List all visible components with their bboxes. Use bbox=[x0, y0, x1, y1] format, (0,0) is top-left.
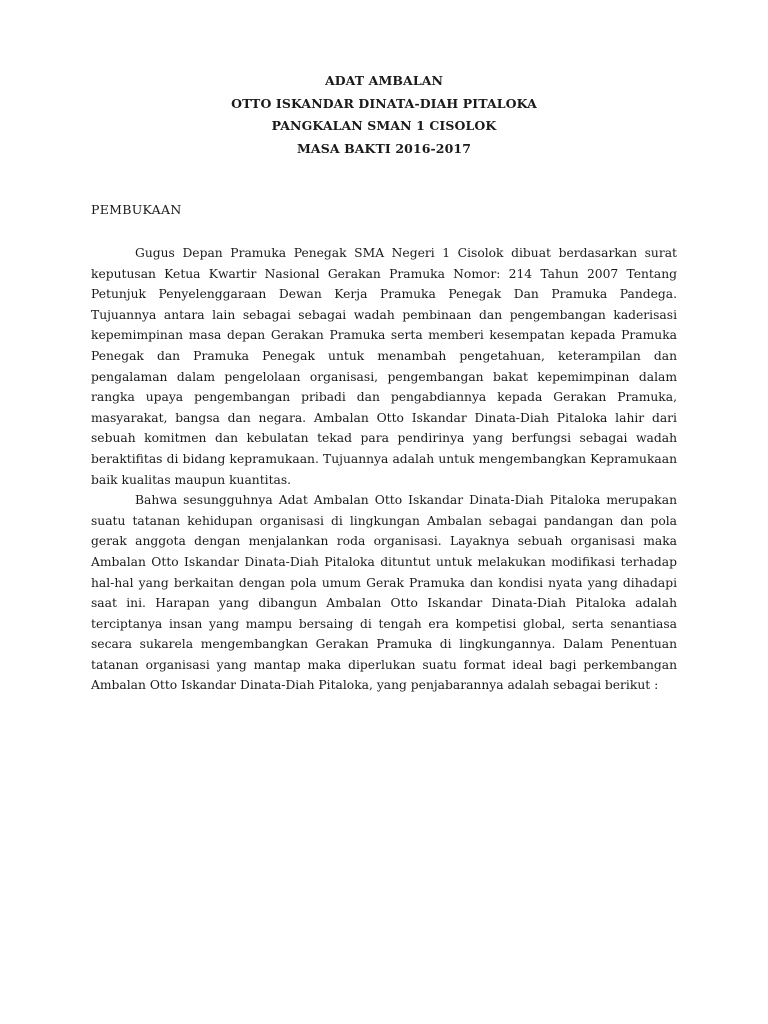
section-heading: PEMBUKAAN bbox=[91, 202, 182, 217]
title-line: OTTO ISKANDAR DINATA-DIAH PITALOKA bbox=[231, 95, 537, 111]
document-title bbox=[91, 70, 677, 160]
document-page bbox=[91, 70, 677, 696]
title-line: PANGKALAN SMAN 1 CISOLOK bbox=[271, 118, 497, 133]
body-paragraph: Gugus Depan Pramuka Penegak SMA Negeri 1 Cisolok dibuat berdasarkan surat keputusan Ketua Kwartir Nasional Gerakan Pramuka Nomor: 214 Tahun 2007 Tentang Petunjuk Penyelenggaraan Dewan Kerja Pramuka Penegak Dan Pramuka Pandega. Tujuannya antara lain sebagai sebagai wadah pembinaan dan pengembangan kaderisasi kepemimpinan masa depan Gerakan Pramuka serta memberi kesempatan kepada Pramuka Penegak dan Pramuka Penegak untuk menambah pengetahuan, keterampilan dan pengalaman dalam pengelolaan organisasi, pengembangan bakat kepemimpinan dalam rangka upaya pengembangan pribadi dan pengabdiannya kepada Gerakan Pramuka, masyarakat, bangsa dan negara. Ambalan Otto Iskandar Dinata-Diah Pitaloka lahir dari sebuah komitmen dan kebulatan tekad para pendirinya yang berfungsi sebagai wadah beraktifitas di bidang kepramukaan. Tujuannya adalah untuk mengembangkan Kepramukaan baik kualitas maupun kuantitas. bbox=[91, 246, 677, 487]
title-line: ADAT AMBALAN bbox=[324, 73, 444, 88]
title-line: MASA BAKTI 2016-2017 bbox=[296, 140, 471, 156]
body-paragraph: Bahwa sesungguhnya Adat Ambalan Otto Iskandar Dinata-Diah Pitaloka merupakan suatu tatanan kehidupan organisasi di lingkungan Ambalan sebagai pandangan dan pola gerak anggota dengan menjalankan roda organisasi. Layaknya sebuah organisasi maka Ambalan Otto Iskandar Dinata-Diah Pitaloka dituntut untuk melakukan modifikasi terhadap hal-hal yang berkaitan dengan pola umum Gerak Pramuka dan kondisi nyata yang dihadapi saat ini. Harapan yang dibangun Ambalan Otto Iskandar Dinata-Diah Pitaloka adalah terciptanya insan yang mampu bersaing di tengah era kompetisi global, serta senantiasa secara sukarela mengembangkan Gerakan Pramuka di lingkungannya. Dalam Penentuan tatanan organisasi yang mantap maka diperlukan suatu format ideal bagi perkembangan Ambalan Otto Iskandar Dinata-Diah Pitaloka, yang penjabarannya adalah sebagai berikut : bbox=[91, 493, 677, 693]
